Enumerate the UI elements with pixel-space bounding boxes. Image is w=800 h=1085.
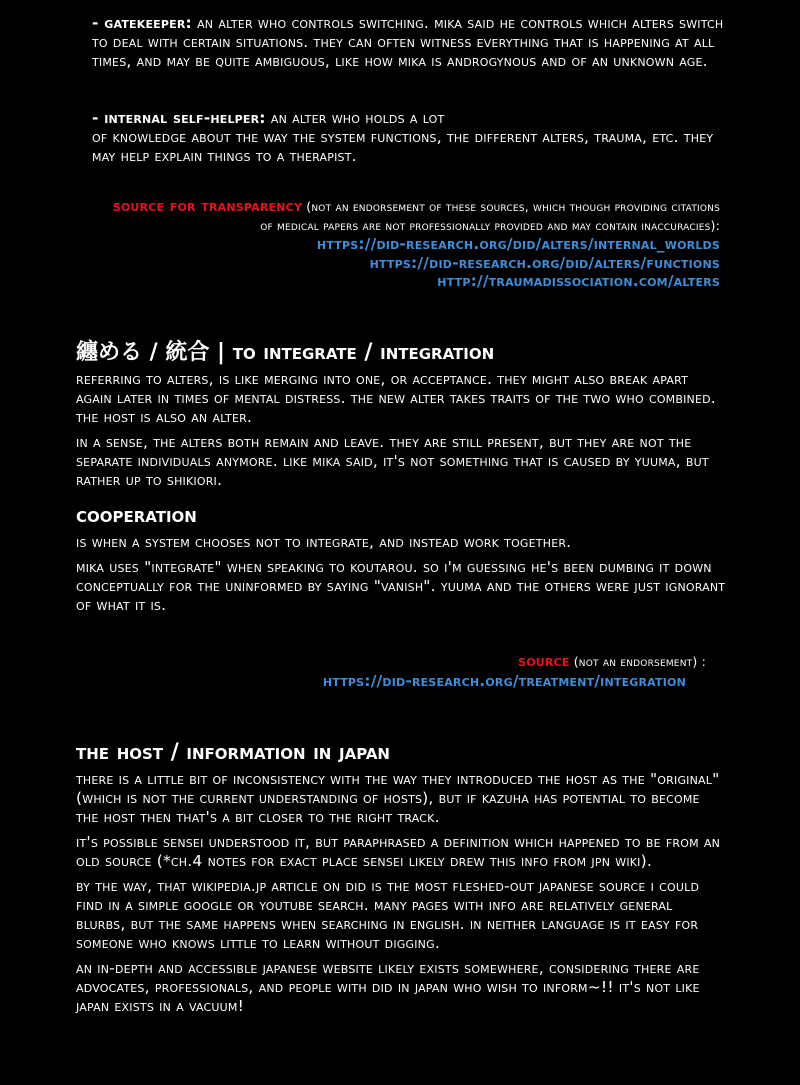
gatekeeper-text: an alter who controls switching. mika said he controls which alters switch to deal with certain situations. they can often witness everything that is happening at all times, and may be quite ambiguous, like how mika is androgynous and of an unknown age. [92,14,724,70]
integrate-heading [76,340,726,366]
source-transparency-block [100,197,720,291]
ish-text: an alter who holds a lot [270,109,445,127]
cooperation-paragraph-2: mika uses "integrate" when speaking to koutarou. so i'm guessing he's been dumbing it down conceptually for the uninformed by saying "vanish". yuuma and the others were just ignorant of what it is. [76,558,726,614]
source-link-integration[interactable]: https://did-research.org/treatment/integration [322,671,686,690]
integrate-section [76,340,726,496]
integrate-paragraph-2: in a sense, the alters both remain and leave. they are still present, but they are not the separate individuals anymore. like mika said, it's not something that is caused by yuuma, but rather up to shikiori. [76,433,709,489]
source-integration-block [230,652,706,690]
source-link-traumadissociation[interactable]: http://traumadissociation.com/alters [437,272,720,290]
ish-term: - internal self-helper: [92,109,266,127]
integrate-heading-english: to integrate / integration [232,340,495,365]
source-integration-label: source [518,652,570,670]
internal-self-helper-definition [92,109,732,166]
integrate-heading-separator: | [209,340,233,365]
source-integration-note: (not an endorsement) : [573,654,706,669]
source-transparency-note: (not an endorsement of these sources, which though providing citations of medical papers are not professionally provided and may contain inaccuracies): [260,199,720,233]
source-link-internal-worlds[interactable]: https://did-research.org/did/alters/internal_worlds [316,235,720,253]
host-heading: the host / information in japan [76,740,390,765]
host-paragraph-4: an in-depth and accessible japanese website likely exists somewhere, considering there are advocates, professionals, and people with did in japan who wish to inform~!! it's not like japan exists in a vacuum! [76,959,700,1015]
integrate-paragraph-1: referring to alters, is like merging into one, or acceptance. they might also break apart again later in times of mental distress. the new alter takes traits of the two who combined. the host is also an alter. [76,370,716,426]
source-link-functions[interactable]: https://did-research.org/did/alters/functions [369,253,720,272]
cooperation-section [76,503,726,621]
gatekeeper-definition [92,14,732,71]
host-paragraph-1: there is a little bit of inconsistency with the way they introduced the host as the "original" (which is not the current understanding of hosts), but if kazuha has potential to become the host then that's a bit closer to the right track. [76,770,720,826]
host-paragraph-2: it's possible sensei understood it, but paraphrased a definition which happened to be from an old source (*ch.4 notes for exact place sensei likely drew this info from jpn wiki). [76,833,721,870]
gatekeeper-term: - gatekeeper: [92,14,192,32]
ish-text-continued: of knowledge about the way the system functions, the different alters, trauma, etc. they may help explain things to a therapist. [92,128,714,165]
integrate-heading-japanese: 纏める / 統合 [76,340,210,365]
source-transparency-label: source for transparency [112,197,303,215]
host-section [76,740,726,1022]
cooperation-heading: cooperation [76,503,197,528]
cooperation-paragraph-1: is when a system chooses not to integrate, and instead work together. [76,533,572,551]
host-paragraph-3: by the way, that wikipedia.jp article on did is the most fleshed-out japanese source i could find in a simple google or youtube search. many pages with info are relatively general blurbs, but the same happens when searching in english. in neither language is it easy for someone who knows little to learn without digging. [76,877,700,952]
